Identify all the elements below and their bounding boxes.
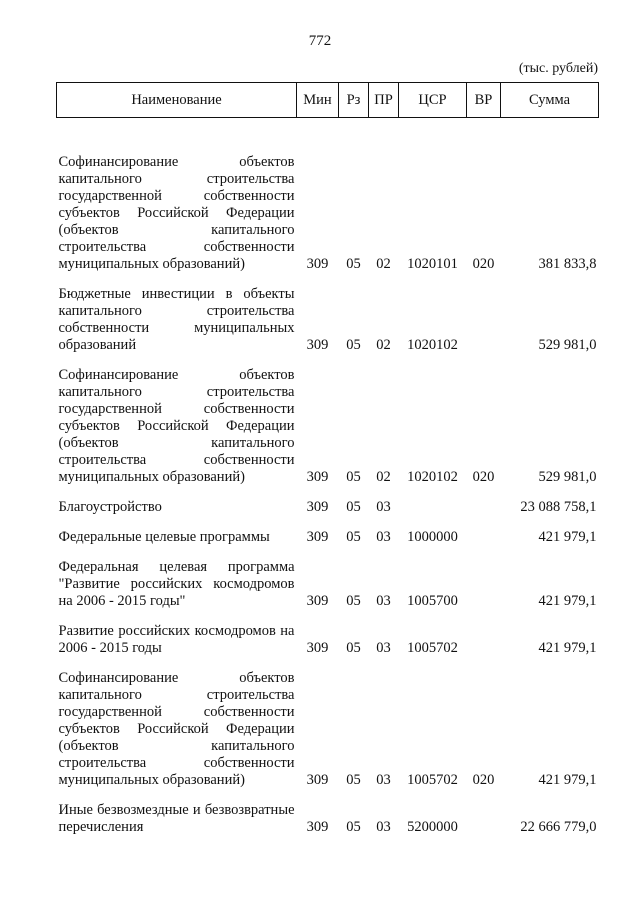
row-name: Развитие российских космодромов на 2006 - 2015 годы bbox=[58, 623, 295, 656]
row-rz: 05 bbox=[346, 819, 361, 835]
row-vr bbox=[467, 797, 501, 844]
table-row bbox=[57, 554, 599, 618]
row-vr bbox=[467, 494, 501, 524]
row-csr: 1005702 bbox=[407, 772, 458, 788]
row-pr: 03 bbox=[376, 593, 391, 609]
row-rz: 05 bbox=[346, 469, 361, 485]
table-row bbox=[57, 665, 599, 797]
page-number: 772 bbox=[308, 33, 332, 49]
row-name: Благоустройство bbox=[58, 499, 162, 515]
units-label: (тыс. рублей) bbox=[518, 61, 598, 76]
row-pr: 03 bbox=[376, 499, 391, 515]
row-rz: 05 bbox=[346, 593, 361, 609]
row-name: Софинансирование объектов капитального строительства государственной собственности субъектов Российской Федерации (объектов капитального строительства собственности муниципальных образований) bbox=[58, 367, 295, 485]
header-sum: Сумма bbox=[501, 83, 599, 118]
row-rz: 05 bbox=[346, 529, 361, 545]
row-vr: 020 bbox=[472, 469, 495, 485]
row-rz: 05 bbox=[346, 772, 361, 788]
row-min: 309 bbox=[306, 499, 329, 515]
row-vr bbox=[467, 618, 501, 665]
budget-table bbox=[56, 82, 599, 844]
row-vr bbox=[467, 554, 501, 618]
row-pr: 03 bbox=[376, 529, 391, 545]
header-vr: ВР bbox=[467, 83, 501, 118]
row-min: 309 bbox=[306, 529, 329, 545]
row-min: 309 bbox=[306, 772, 329, 788]
row-vr: 020 bbox=[472, 772, 495, 788]
row-min: 309 bbox=[306, 469, 329, 485]
header-min: Мин bbox=[297, 83, 339, 118]
row-name: Софинансирование объектов капитального строительства государственной собственности субъектов Российской Федерации (объектов капитального строительства собственности муниципальных образований) bbox=[58, 154, 295, 272]
row-csr: 1005702 bbox=[407, 640, 458, 656]
table-row bbox=[57, 494, 599, 524]
row-sum: 421 979,1 bbox=[538, 772, 597, 788]
table-header bbox=[57, 83, 599, 118]
row-pr: 02 bbox=[376, 256, 391, 272]
header-name: Наименование bbox=[57, 83, 297, 118]
header-csr: ЦСР bbox=[399, 83, 467, 118]
row-csr: 1000000 bbox=[407, 529, 458, 545]
row-min: 309 bbox=[306, 256, 329, 272]
row-pr: 03 bbox=[376, 640, 391, 656]
row-sum: 529 981,0 bbox=[538, 469, 597, 485]
row-name: Федеральные целевые программы bbox=[58, 529, 270, 545]
row-name: Софинансирование объектов капитального строительства государственной собственности субъектов Российской Федерации (объектов капитального строительства собственности муниципальных образований) bbox=[58, 670, 295, 788]
row-min: 309 bbox=[306, 337, 329, 353]
table-row bbox=[57, 118, 599, 282]
row-vr: 020 bbox=[472, 256, 495, 272]
row-sum: 381 833,8 bbox=[538, 256, 597, 272]
row-name: Иные безвозмездные и безвозвратные перечисления bbox=[58, 802, 295, 835]
row-name: Бюджетные инвестиции в объекты капитального строительства собственности муниципальных образований bbox=[58, 286, 295, 353]
row-csr bbox=[399, 494, 467, 524]
row-min: 309 bbox=[306, 819, 329, 835]
row-csr: 1005700 bbox=[407, 593, 458, 609]
row-vr bbox=[467, 524, 501, 554]
table-row bbox=[57, 618, 599, 665]
table-row bbox=[57, 797, 599, 844]
row-min: 309 bbox=[306, 640, 329, 656]
row-rz: 05 bbox=[346, 499, 361, 515]
row-sum: 421 979,1 bbox=[538, 593, 597, 609]
table-row bbox=[57, 281, 599, 362]
row-pr: 03 bbox=[376, 819, 391, 835]
header-pr: ПР bbox=[369, 83, 399, 118]
row-sum: 421 979,1 bbox=[538, 529, 597, 545]
row-csr: 1020101 bbox=[407, 256, 458, 272]
row-pr: 02 bbox=[376, 337, 391, 353]
row-sum: 421 979,1 bbox=[538, 640, 597, 656]
row-pr: 02 bbox=[376, 469, 391, 485]
row-vr bbox=[467, 281, 501, 362]
row-csr: 1020102 bbox=[407, 469, 458, 485]
row-sum: 529 981,0 bbox=[538, 337, 597, 353]
row-rz: 05 bbox=[346, 337, 361, 353]
row-csr: 1020102 bbox=[407, 337, 458, 353]
table-row bbox=[57, 362, 599, 494]
row-csr: 5200000 bbox=[407, 819, 458, 835]
row-sum: 23 088 758,1 bbox=[520, 499, 597, 515]
row-min: 309 bbox=[306, 593, 329, 609]
row-pr: 03 bbox=[376, 772, 391, 788]
row-sum: 22 666 779,0 bbox=[520, 819, 597, 835]
row-rz: 05 bbox=[346, 640, 361, 656]
table-row bbox=[57, 524, 599, 554]
row-name: Федеральная целевая программа "Развитие российских космодромов на 2006 - 2015 годы" bbox=[58, 559, 295, 609]
header-rz: Рз bbox=[339, 83, 369, 118]
row-rz: 05 bbox=[346, 256, 361, 272]
